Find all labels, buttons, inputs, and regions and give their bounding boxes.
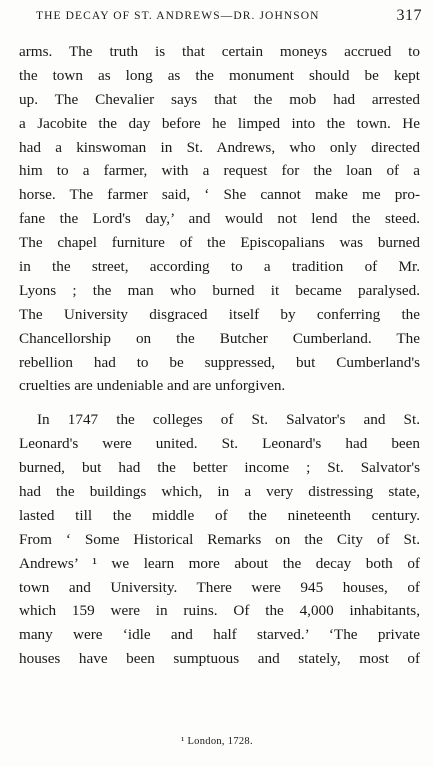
text-line: Chancellorship on the Butcher Cumberland. The <box>19 329 420 347</box>
text-line: burned, but had the better income ; St. Salvator's <box>19 459 420 477</box>
text-line: up. The Chevalier says that the mob had arrested <box>19 90 420 108</box>
running-head: THE DECAY OF ST. ANDREWS—DR. JOHNSON <box>36 10 320 22</box>
text-line: him to a farmer, with a request for the loan of a <box>19 162 420 180</box>
paragraph <box>19 40 420 398</box>
text-line: In 1747 the colleges of St. Salvator's and St. <box>37 411 420 429</box>
paragraph <box>19 408 420 671</box>
text-line: which 159 were in ruins. Of the 4,000 inhabitants, <box>19 602 420 620</box>
text-line: lasted till the middle of the nineteenth century. <box>19 506 420 524</box>
text-line: Leonard's were united. St. Leonard's had been <box>19 435 420 453</box>
text-line: arms. The truth is that certain moneys accrued to <box>19 43 420 60</box>
text-line: in the street, according to a tradition of Mr. <box>19 258 420 276</box>
text-line: had the buildings which, in a very distressing state, <box>19 483 420 501</box>
text-line: horse. The farmer said, ‘ She cannot make me pro- <box>19 186 420 204</box>
text-line: Andrews’ ¹ we learn more about the decay both of <box>19 554 420 572</box>
text-line: houses have been sumptuous and stately, most of <box>19 650 420 668</box>
text-line: many were ‘idle and half starved.’ ‘The private <box>19 626 420 644</box>
text-line: the town as long as the monument should be kept <box>19 66 420 84</box>
text-line: fane the Lord's day,’ and would not lend the steed. <box>19 210 420 228</box>
page-header <box>14 6 422 28</box>
text-line: a Jacobite the day before he limped into the town. He <box>19 114 420 132</box>
paragraph-gap <box>19 398 420 408</box>
text-line: had a kinswoman in St. Andrews, who only directed <box>19 138 420 156</box>
text-line: From ‘ Some Historical Remarks on the City of St. <box>19 530 420 548</box>
text-line: The chapel furniture of the Episcopalians was burned <box>19 234 420 252</box>
text-line: Lyons ; the man who burned it became paralysed. <box>19 281 420 299</box>
text-line: cruelties are undeniable and are unforgiven. <box>19 377 286 395</box>
text-line: rebellion had to be suppressed, but Cumberland's <box>19 353 420 371</box>
text-line: town and University. There were 945 houses, of <box>19 578 420 596</box>
page-number: 317 <box>396 7 422 24</box>
text-line: The University disgraced itself by conferring the <box>19 305 420 323</box>
body-text <box>19 40 420 671</box>
footnote: ¹ London, 1728. <box>181 736 253 747</box>
